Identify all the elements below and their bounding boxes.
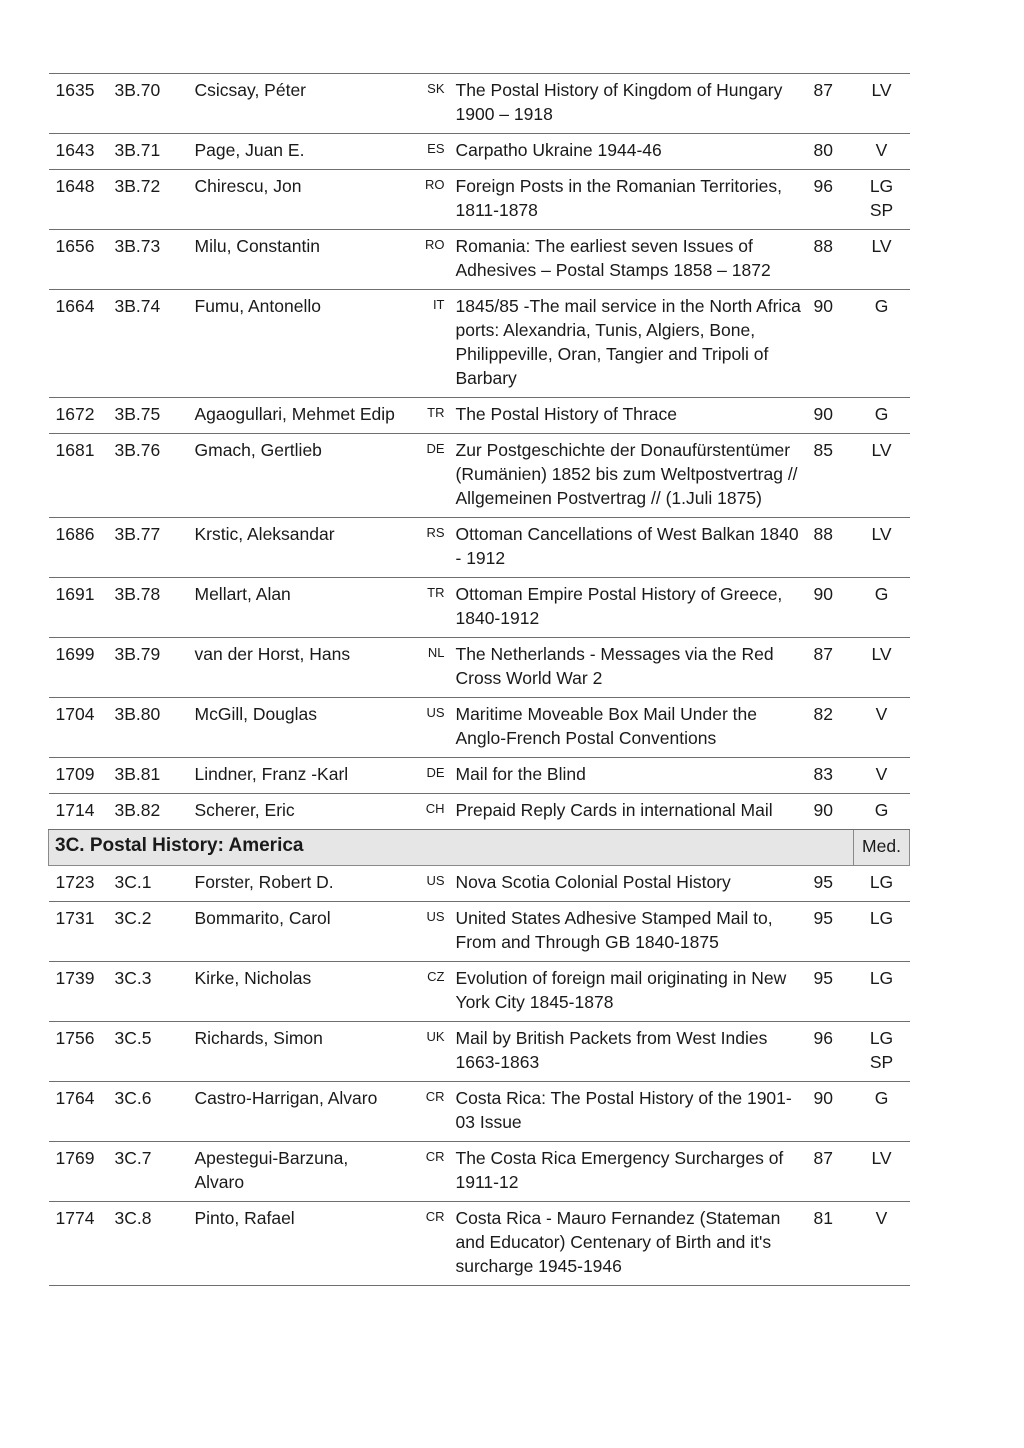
exhibit-title: Ottoman Empire Postal History of Greece, 1840-1912 (456, 578, 814, 638)
exhibit-title: 1845/85 -The mail service in the North Africa ports: Alexandria, Tunis, Algiers, Bone, Philippeville, Oran, Tangier and Tripoli of Barbary (456, 290, 814, 398)
frame-code: 3C.2 (115, 902, 195, 962)
exhibit-number: 1635 (49, 74, 115, 134)
medal-cell (854, 866, 910, 902)
exhibitor-name: Apestegui-Barzuna, Alvaro (195, 1142, 407, 1202)
exhibit-number: 1643 (49, 134, 115, 170)
frame-code: 3C.8 (115, 1202, 195, 1286)
frame-code: 3B.80 (115, 698, 195, 758)
frame-code: 3C.1 (115, 866, 195, 902)
exhibit-title: The Postal History of Kingdom of Hungary 1900 – 1918 (456, 74, 814, 134)
points: 90 (814, 398, 854, 434)
table-row (49, 1202, 910, 1286)
points: 87 (814, 1142, 854, 1202)
frame-code: 3B.71 (115, 134, 195, 170)
exhibit-title: Foreign Posts in the Romanian Territories, 1811-1878 (456, 170, 814, 230)
exhibit-number: 1723 (49, 866, 115, 902)
medal-cell (854, 758, 910, 794)
country-code: US (407, 902, 456, 962)
medal: G (874, 800, 889, 820)
medal-cell (854, 170, 910, 230)
exhibitor-name: Scherer, Eric (195, 794, 407, 830)
exhibitor-name: Mellart, Alan (195, 578, 407, 638)
exhibit-number: 1691 (49, 578, 115, 638)
exhibitor-name: Milu, Constantin (195, 230, 407, 290)
medal-cell (854, 518, 910, 578)
frame-code: 3B.81 (115, 758, 195, 794)
exhibit-title: The Netherlands - Messages via the Red Cross World War 2 (456, 638, 814, 698)
exhibitor-name: Kirke, Nicholas (195, 962, 407, 1022)
medal: G (874, 584, 889, 604)
medal: LV (871, 440, 892, 460)
exhibit-number: 1686 (49, 518, 115, 578)
table-row (49, 866, 910, 902)
country-code: RO (407, 230, 456, 290)
points: 80 (814, 134, 854, 170)
points: 95 (814, 866, 854, 902)
medal: LV (871, 524, 892, 544)
exhibit-title: Maritime Moveable Box Mail Under the Anglo-French Postal Conventions (456, 698, 814, 758)
medal-cell (854, 794, 910, 830)
medal-cell (854, 1202, 910, 1286)
exhibit-title: Mail for the Blind (456, 758, 814, 794)
exhibitor-name: Agaogullari, Mehmet Edip (195, 398, 407, 434)
points: 82 (814, 698, 854, 758)
country-code: SK (407, 74, 456, 134)
exhibit-title: United States Adhesive Stamped Mail to, From and Through GB 1840-1875 (456, 902, 814, 962)
country-code: CZ (407, 962, 456, 1022)
points: 83 (814, 758, 854, 794)
exhibitor-name: Chirescu, Jon (195, 170, 407, 230)
country-code: CR (407, 1142, 456, 1202)
exhibitor-name: Page, Juan E. (195, 134, 407, 170)
section-title: 3C. Postal History: America (49, 830, 854, 866)
medal-cell (854, 74, 910, 134)
exhibit-number: 1648 (49, 170, 115, 230)
medal: LG (869, 968, 894, 988)
points: 90 (814, 578, 854, 638)
medal-cell (854, 230, 910, 290)
medal: LV (871, 1148, 892, 1168)
table-row (49, 170, 910, 230)
exhibit-title: Evolution of foreign mail originating in New York City 1845-1878 (456, 962, 814, 1022)
points: 85 (814, 434, 854, 518)
country-code: DE (407, 758, 456, 794)
frame-code: 3B.76 (115, 434, 195, 518)
country-code: DE (407, 434, 456, 518)
exhibit-number: 1769 (49, 1142, 115, 1202)
medal-cell (854, 1082, 910, 1142)
medal-cell (854, 962, 910, 1022)
medal-cell (854, 902, 910, 962)
frame-code: 3C.7 (115, 1142, 195, 1202)
table-row (49, 794, 910, 830)
exhibit-title: The Costa Rica Emergency Surcharges of 1911-12 (456, 1142, 814, 1202)
table-row (49, 290, 910, 398)
table-row (49, 1022, 910, 1082)
exhibitor-name: Krstic, Aleksandar (195, 518, 407, 578)
points: 95 (814, 962, 854, 1022)
table-row (49, 758, 910, 794)
exhibitor-name: Csicsay, Péter (195, 74, 407, 134)
exhibit-number: 1774 (49, 1202, 115, 1286)
frame-code: 3B.78 (115, 578, 195, 638)
country-code: UK (407, 1022, 456, 1082)
table-row (49, 398, 910, 434)
points: 87 (814, 74, 854, 134)
medal: LG (869, 872, 894, 892)
exhibitor-name: Richards, Simon (195, 1022, 407, 1082)
frame-code: 3B.79 (115, 638, 195, 698)
exhibit-number: 1656 (49, 230, 115, 290)
medal-cell (854, 290, 910, 398)
exhibitor-name: van der Horst, Hans (195, 638, 407, 698)
frame-code: 3B.77 (115, 518, 195, 578)
medal-cell (854, 434, 910, 518)
country-code: CR (407, 1082, 456, 1142)
frame-code: 3B.75 (115, 398, 195, 434)
exhibit-title: Costa Rica: The Postal History of the 1901-03 Issue (456, 1082, 814, 1142)
frame-code: 3B.82 (115, 794, 195, 830)
special-prize: SP (869, 200, 894, 220)
exhibit-title: Nova Scotia Colonial Postal History (456, 866, 814, 902)
points: 88 (814, 518, 854, 578)
table-row (49, 1082, 910, 1142)
exhibitor-name: Lindner, Franz -Karl (195, 758, 407, 794)
exhibit-number: 1739 (49, 962, 115, 1022)
medal-cell (854, 638, 910, 698)
exhibit-number: 1764 (49, 1082, 115, 1142)
exhibit-title: The Postal History of Thrace (456, 398, 814, 434)
country-code: NL (407, 638, 456, 698)
exhibit-number: 1709 (49, 758, 115, 794)
medal: LG (869, 1028, 894, 1048)
exhibit-title: Mail by British Packets from West Indies 1663-1863 (456, 1022, 814, 1082)
exhibit-number: 1699 (49, 638, 115, 698)
exhibitor-name: Bommarito, Carol (195, 902, 407, 962)
medal-cell (854, 134, 910, 170)
medal: LV (871, 236, 892, 256)
exhibit-number: 1756 (49, 1022, 115, 1082)
medal-cell (854, 1022, 910, 1082)
frame-code: 3B.72 (115, 170, 195, 230)
exhibit-title: Ottoman Cancellations of West Balkan 1840 - 1912 (456, 518, 814, 578)
table-row (49, 578, 910, 638)
medal: V (875, 140, 888, 160)
exhibit-number: 1664 (49, 290, 115, 398)
medal: G (874, 296, 889, 316)
country-code: US (407, 866, 456, 902)
table-row (49, 134, 910, 170)
medal-cell (854, 698, 910, 758)
points: 87 (814, 638, 854, 698)
medal: G (874, 404, 889, 424)
country-code: TR (407, 398, 456, 434)
frame-code: 3C.6 (115, 1082, 195, 1142)
exhibit-number: 1672 (49, 398, 115, 434)
table-row (49, 230, 910, 290)
medal: G (874, 1088, 889, 1108)
exhibitor-name: McGill, Douglas (195, 698, 407, 758)
exhibit-title: Zur Postgeschichte der Donaufürstentümer (Rumänien) 1852 bis zum Weltpostvertrag // Allgemeinen Postvertrag // (1.Juli 1875) (456, 434, 814, 518)
country-code: RS (407, 518, 456, 578)
points: 96 (814, 1022, 854, 1082)
table-row (49, 638, 910, 698)
exhibitor-name: Pinto, Rafael (195, 1202, 407, 1286)
exhibitor-name: Fumu, Antonello (195, 290, 407, 398)
frame-code: 3B.73 (115, 230, 195, 290)
medal: V (875, 704, 888, 724)
table-row (49, 74, 910, 134)
exhibit-listing-body (49, 74, 910, 1286)
section-header-row (49, 830, 910, 866)
medal: V (875, 1208, 888, 1228)
frame-code: 3C.5 (115, 1022, 195, 1082)
exhibit-number: 1714 (49, 794, 115, 830)
country-code: CR (407, 1202, 456, 1286)
points: 81 (814, 1202, 854, 1286)
country-code: CH (407, 794, 456, 830)
points: 95 (814, 902, 854, 962)
points: 90 (814, 1082, 854, 1142)
medal-cell (854, 1142, 910, 1202)
exhibit-title: Romania: The earliest seven Issues of Adhesives – Postal Stamps 1858 – 1872 (456, 230, 814, 290)
medal: LG (869, 908, 894, 928)
medal: LG (869, 176, 894, 196)
exhibit-title: Costa Rica - Mauro Fernandez (Stateman and Educator) Centenary of Birth and it's surcharge 1945-1946 (456, 1202, 814, 1286)
points: 88 (814, 230, 854, 290)
points: 90 (814, 794, 854, 830)
table-row (49, 698, 910, 758)
medal: LV (871, 644, 892, 664)
special-prize: SP (869, 1052, 894, 1072)
medal-column-header: Med. (854, 830, 910, 866)
medal: LV (871, 80, 892, 100)
table-row (49, 962, 910, 1022)
table-row (49, 434, 910, 518)
frame-code: 3B.70 (115, 74, 195, 134)
table-row (49, 902, 910, 962)
country-code: RO (407, 170, 456, 230)
exhibit-title: Prepaid Reply Cards in international Mail (456, 794, 814, 830)
medal-cell (854, 398, 910, 434)
exhibitor-name: Forster, Robert D. (195, 866, 407, 902)
exhibit-number: 1704 (49, 698, 115, 758)
exhibitor-name: Castro-Harrigan, Alvaro (195, 1082, 407, 1142)
frame-code: 3B.74 (115, 290, 195, 398)
country-code: US (407, 698, 456, 758)
exhibit-number: 1731 (49, 902, 115, 962)
exhibit-title: Carpatho Ukraine 1944-46 (456, 134, 814, 170)
points: 96 (814, 170, 854, 230)
table-row (49, 1142, 910, 1202)
table-row (49, 518, 910, 578)
frame-code: 3C.3 (115, 962, 195, 1022)
exhibit-listing-table (48, 73, 910, 1286)
country-code: IT (407, 290, 456, 398)
medal-cell (854, 578, 910, 638)
country-code: TR (407, 578, 456, 638)
exhibit-number: 1681 (49, 434, 115, 518)
points: 90 (814, 290, 854, 398)
exhibitor-name: Gmach, Gertlieb (195, 434, 407, 518)
country-code: ES (407, 134, 456, 170)
medal: V (875, 764, 888, 784)
